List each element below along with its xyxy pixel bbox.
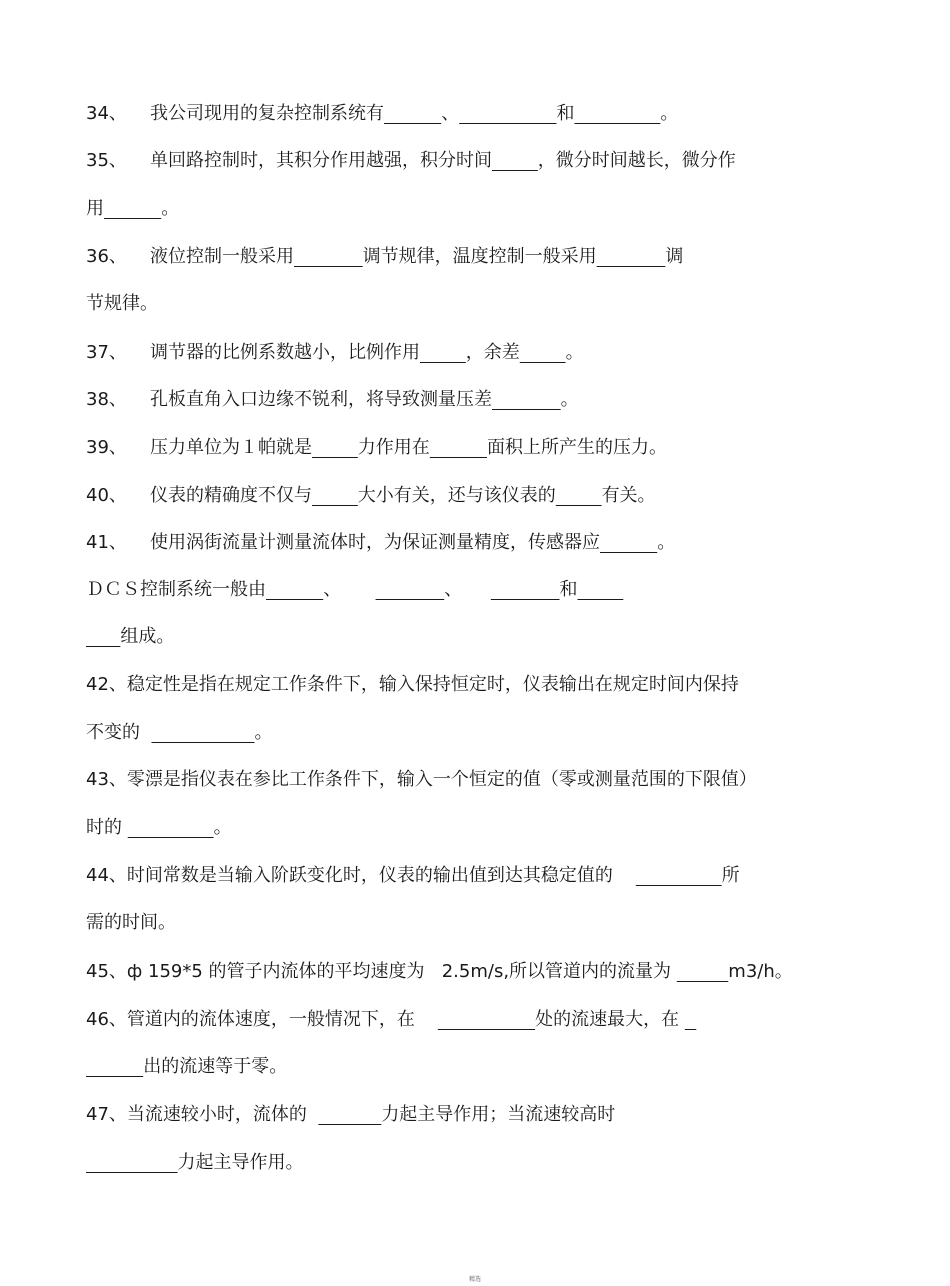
blank: [104, 198, 161, 219]
blank: [492, 389, 561, 410]
question-37: [86, 341, 584, 365]
question-text: 力起主导作用；当流速较高时: [381, 1104, 616, 1125]
question-45: [86, 960, 793, 984]
question-text: 使用涡街流量计测量流体时，为保证测量精度，传感器应: [150, 532, 600, 553]
question-text: 、: [323, 579, 342, 600]
blank: [420, 342, 466, 363]
blank: [151, 722, 254, 743]
footer-label: 精选: [468, 1276, 481, 1283]
question-text: 。: [565, 342, 584, 363]
question-40: [86, 484, 656, 508]
question-text: 不变的: [86, 722, 140, 743]
question-text: 调节器的比例系数越小，比例作用: [150, 342, 420, 363]
question-text: 。: [560, 389, 579, 410]
question-39: [86, 436, 667, 460]
question-text: 和: [556, 103, 575, 124]
question-text: ，余差: [465, 342, 520, 363]
question-text: 、: [444, 579, 463, 600]
question-text: 用: [86, 198, 104, 219]
question-text: 。: [657, 532, 676, 553]
blank: [636, 865, 722, 886]
question-text: 。: [161, 198, 180, 219]
blank: [376, 579, 445, 600]
question-text: 有关。: [601, 485, 656, 506]
question-35-cont: [86, 197, 179, 221]
blank: [86, 1056, 143, 1077]
question-47-cont: [86, 1151, 304, 1175]
question-34: [86, 102, 678, 126]
question-text: 调节规律，温度控制一般采用: [362, 246, 597, 267]
question-text: 42、稳定性是指在规定工作条件下，输入保持恒定时，仪表输出在规定时间内保持: [86, 674, 739, 695]
question-text: 力起主导作用。: [177, 1152, 304, 1173]
question-text: ＤＣＳ控制系统一般由: [86, 579, 266, 600]
question-text: 我公司现用的复杂控制系统有: [150, 103, 384, 124]
question-text: 力作用在: [357, 437, 430, 458]
blank: [520, 342, 566, 363]
question-text: 46、管道内的流体速度，一般情况下，在: [86, 1009, 415, 1030]
question-number: 38、: [86, 389, 127, 410]
question-43-cont: [86, 816, 232, 840]
blank: [459, 103, 556, 124]
blank: [266, 579, 323, 600]
question-text: 、: [441, 103, 460, 124]
blank: [492, 150, 538, 171]
question-text: 。: [660, 103, 679, 124]
question-46: [86, 1008, 696, 1032]
question-number: 40、: [86, 485, 127, 506]
blank: [86, 626, 120, 647]
question-number: 39、: [86, 437, 127, 458]
blank: [685, 1009, 696, 1030]
question-text: 43、零漂是指仪表在参比工作条件下，输入一个恒定的值（零或测量范围的下限值）: [86, 769, 757, 790]
question-42: [86, 673, 739, 697]
question-text: 面积上所产生的压力。: [487, 437, 667, 458]
question-text: 需的时间。: [86, 912, 176, 933]
question-text: 44、时间常数是当输入阶跃变化时，仪表的输出值到达其稳定值的: [86, 865, 613, 886]
question-36-cont: [86, 292, 158, 316]
question-text: 仪表的精确度不仅与: [150, 485, 312, 506]
question-text: 和: [559, 579, 578, 600]
question-text: 45、ф 159*5 的管子内流体的平均速度为: [86, 961, 425, 982]
question-47: [86, 1103, 615, 1127]
blank: [384, 103, 441, 124]
blank: [86, 1152, 178, 1173]
question-text: 压力单位为１帕就是: [150, 437, 312, 458]
question-42-cont: [86, 721, 272, 745]
velocity-value: 2.5m/s,: [441, 961, 510, 982]
question-number: 36、: [86, 246, 127, 267]
blank: [600, 532, 657, 553]
question-dcs-cont: [86, 625, 174, 649]
blank: [597, 246, 666, 267]
question-text: 所以管道内的流量为: [509, 961, 672, 982]
blank: [677, 961, 729, 982]
blank: [294, 246, 363, 267]
blank: [491, 579, 560, 600]
question-text: 组成。: [120, 626, 175, 647]
blank: [128, 817, 214, 838]
question-44-cont: [86, 911, 176, 935]
blank: [312, 485, 358, 506]
question-text: 所: [721, 865, 740, 886]
question-number: 37、: [86, 342, 127, 363]
question-text: 调: [665, 246, 684, 267]
question-41: [86, 531, 675, 555]
question-text: 大小有关，还与该仪表的: [357, 485, 556, 506]
blank: [578, 579, 624, 600]
question-text: m3/h。: [728, 961, 793, 982]
question-text: ，微分时间越长，微分作: [537, 150, 736, 171]
question-text: 液位控制一般采用: [150, 246, 294, 267]
question-text: 出的流速等于零。: [143, 1056, 288, 1077]
question-text: 47、当流速较小时，流体的: [86, 1104, 307, 1125]
question-text: 节规律。: [86, 293, 158, 314]
question-35: [86, 149, 736, 173]
question-43: [86, 768, 757, 792]
question-38: [86, 388, 579, 412]
question-text: 处的流速最大，在: [535, 1009, 680, 1030]
question-text: 时的: [86, 817, 122, 838]
question-number: 35、: [86, 150, 127, 171]
question-36: [86, 245, 683, 269]
blank: [318, 1104, 381, 1125]
blank: [312, 437, 358, 458]
question-dcs: [86, 578, 623, 602]
blank: [575, 103, 661, 124]
question-number: 41、: [86, 532, 127, 553]
question-text: 孔板直角入口边缘不锐利，将导致测量压差: [150, 389, 492, 410]
blank: [430, 437, 487, 458]
question-46-cont: [86, 1055, 287, 1079]
question-number: 34、: [86, 103, 127, 124]
blank: [556, 485, 602, 506]
blank: [438, 1009, 535, 1030]
question-text: 单回路控制时，其积分作用越强，积分时间: [150, 150, 492, 171]
question-44: [86, 864, 740, 888]
question-text: 。: [213, 817, 232, 838]
question-text: 。: [254, 722, 273, 743]
